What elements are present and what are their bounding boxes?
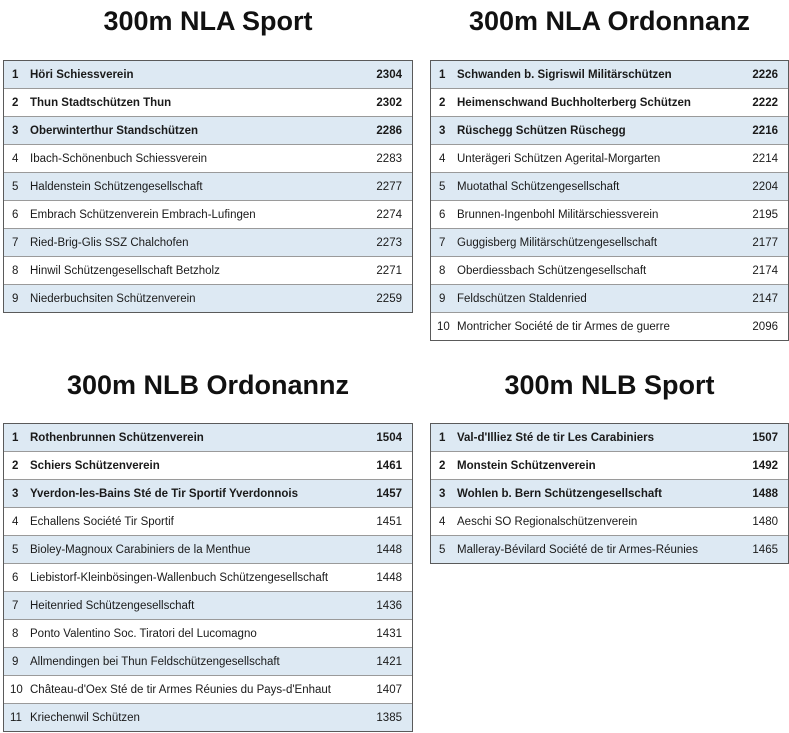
club-name-cell: Haldenstein Schützengesellschaft xyxy=(30,180,203,193)
table-row xyxy=(431,88,788,116)
club-name-cell: Oberdiessbach Schützengesellschaft xyxy=(457,264,647,277)
rank-cell: 1 xyxy=(12,68,19,81)
ranking-table xyxy=(430,60,789,341)
rank-cell: 3 xyxy=(439,487,446,500)
rank-cell: 1 xyxy=(12,431,19,444)
rank-cell: 9 xyxy=(12,292,19,305)
table-row xyxy=(431,479,788,507)
score-cell: 2177 xyxy=(752,236,778,249)
club-name-cell: Niederbuchsiten Schützenverein xyxy=(30,292,196,305)
score-cell: 2283 xyxy=(376,152,402,165)
table-row xyxy=(4,284,412,312)
score-cell: 2204 xyxy=(752,180,778,193)
score-cell: 1448 xyxy=(376,543,402,556)
score-cell: 1507 xyxy=(752,431,778,444)
table-row xyxy=(431,116,788,144)
table-row xyxy=(4,535,412,563)
score-cell: 2271 xyxy=(376,264,402,277)
club-name-cell: Liebistorf-Kleinbösingen-Wallenbuch Schützengesellschaft xyxy=(30,571,329,584)
rank-cell: 1 xyxy=(439,431,446,444)
rank-cell: 8 xyxy=(12,264,19,277)
club-name-cell: Hinwil Schützengesellschaft Betzholz xyxy=(30,264,220,277)
rank-cell: 3 xyxy=(12,124,19,137)
club-name-cell: Schwanden b. Sigriswil Militärschützen xyxy=(457,68,672,81)
rank-cell: 4 xyxy=(12,515,19,528)
score-cell: 2222 xyxy=(752,96,778,109)
club-name-cell: Oberwinterthur Standschützen xyxy=(30,124,199,137)
score-cell: 2277 xyxy=(376,180,402,193)
table-row xyxy=(4,619,412,647)
club-name-cell: Unterägeri Schützen Ägerital-Morgarten xyxy=(457,152,661,165)
rank-cell: 5 xyxy=(439,543,446,556)
rank-cell: 10 xyxy=(437,320,450,333)
table-row xyxy=(431,172,788,200)
score-cell: 2226 xyxy=(752,68,778,81)
table-row xyxy=(4,200,412,228)
rank-cell: 10 xyxy=(10,683,23,696)
table-row xyxy=(431,507,788,535)
rank-cell: 4 xyxy=(439,152,446,165)
ranking-table xyxy=(430,423,789,564)
table-row xyxy=(4,144,412,172)
club-name-cell: Höri Schiessverein xyxy=(30,68,134,81)
club-name-cell: Echallens Société Tir Sportif xyxy=(30,515,174,528)
rank-cell: 2 xyxy=(12,459,19,472)
rank-cell: 7 xyxy=(439,236,446,249)
score-cell: 2286 xyxy=(376,124,402,137)
rank-cell: 3 xyxy=(12,487,19,500)
score-cell: 1431 xyxy=(376,627,402,640)
score-cell: 1448 xyxy=(376,571,402,584)
table-row xyxy=(4,479,412,507)
club-name-cell: Allmendingen bei Thun Feldschützengesellschaft xyxy=(30,655,280,668)
table-row xyxy=(4,647,412,675)
club-name-cell: Monstein Schützenverein xyxy=(457,459,596,472)
score-cell: 1488 xyxy=(752,487,778,500)
rank-cell: 5 xyxy=(439,180,446,193)
score-cell: 1457 xyxy=(376,487,402,500)
score-cell: 2096 xyxy=(752,320,778,333)
table-row xyxy=(4,88,412,116)
table-row xyxy=(4,61,412,88)
club-name-cell: Wohlen b. Bern Schützengesellschaft xyxy=(457,487,662,500)
club-name-cell: Rothenbrunnen Schützenverein xyxy=(30,431,204,444)
section-title: 300m NLB Ordonannz xyxy=(66,370,350,400)
score-cell: 2304 xyxy=(376,68,402,81)
club-name-cell: Kriechenwil Schützen xyxy=(30,711,140,724)
club-name-cell: Schiers Schützenverein xyxy=(30,459,160,472)
table-row xyxy=(431,61,788,88)
club-name-cell: Muotathal Schützengesellschaft xyxy=(457,180,620,193)
club-name-cell: Heitenried Schützengesellschaft xyxy=(30,599,195,612)
rank-cell: 8 xyxy=(439,264,446,277)
rank-cell: 9 xyxy=(12,655,19,668)
club-name-cell: Feldschützen Staldenried xyxy=(457,292,587,305)
club-name-cell: Val-d'Illiez Sté de tir Les Carabiniers xyxy=(457,431,655,444)
table-row xyxy=(431,228,788,256)
club-name-cell: Bioley-Magnoux Carabiniers de la Menthue xyxy=(30,543,251,556)
rank-cell: 2 xyxy=(439,96,446,109)
club-name-cell: Embrach Schützenverein Embrach-Lufingen xyxy=(30,208,256,221)
club-name-cell: Montricher Société de tir Armes de guerre xyxy=(457,320,670,333)
section-title: 300m NLB Sport xyxy=(504,370,715,400)
table-row xyxy=(4,507,412,535)
score-cell: 1451 xyxy=(376,515,402,528)
club-name-cell: Thun Stadtschützen Thun xyxy=(30,96,172,109)
score-cell: 1421 xyxy=(376,655,402,668)
score-cell: 1465 xyxy=(752,543,778,556)
score-cell: 1492 xyxy=(752,459,778,472)
score-cell: 1385 xyxy=(376,711,402,724)
rank-cell: 6 xyxy=(12,208,19,221)
score-cell: 2259 xyxy=(376,292,402,305)
rank-cell: 2 xyxy=(439,459,446,472)
table-row xyxy=(4,675,412,703)
club-name-cell: Ibach-Schönenbuch Schiessverein xyxy=(30,152,208,165)
rank-cell: 2 xyxy=(12,96,19,109)
rank-cell: 3 xyxy=(439,124,446,137)
club-name-cell: Rüschegg Schützen Rüschegg xyxy=(457,124,626,137)
club-name-cell: Ried-Brig-Glis SSZ Chalchofen xyxy=(30,236,189,249)
table-row xyxy=(4,591,412,619)
section-title: 300m NLA Ordonnanz xyxy=(468,6,751,36)
table-row xyxy=(4,116,412,144)
table-row xyxy=(4,451,412,479)
club-name-cell: Château-d'Oex Sté de tir Armes Réunies du Pays-d'Enhaut xyxy=(30,683,331,696)
club-name-cell: Yverdon-les-Bains Sté de Tir Sportif Yverdonnois xyxy=(30,487,298,500)
table-row xyxy=(431,256,788,284)
table-row xyxy=(4,703,412,731)
rank-cell: 4 xyxy=(439,515,446,528)
table-row xyxy=(431,424,788,451)
score-cell: 1504 xyxy=(376,431,402,444)
table-row xyxy=(4,228,412,256)
club-name-cell: Malleray-Bévilard Société de tir Armes-Réunies xyxy=(457,543,698,556)
score-cell: 1461 xyxy=(376,459,402,472)
rank-cell: 6 xyxy=(439,208,446,221)
score-cell: 2214 xyxy=(752,152,778,165)
table-row xyxy=(431,144,788,172)
table-row xyxy=(4,424,412,451)
score-cell: 2274 xyxy=(376,208,402,221)
score-cell: 1436 xyxy=(376,599,402,612)
club-name-cell: Aeschi SO Regionalschützenverein xyxy=(457,515,638,528)
table-row xyxy=(431,451,788,479)
score-cell: 2302 xyxy=(376,96,402,109)
score-cell: 2216 xyxy=(752,124,778,137)
table-row xyxy=(431,284,788,312)
rank-cell: 8 xyxy=(12,627,19,640)
ranking-table xyxy=(3,423,413,732)
table-row xyxy=(4,563,412,591)
rank-cell: 9 xyxy=(439,292,446,305)
rank-cell: 11 xyxy=(10,711,22,724)
club-name-cell: Heimenschwand Buchholterberg Schützen xyxy=(457,96,691,109)
rank-cell: 5 xyxy=(12,543,19,556)
rank-cell: 1 xyxy=(439,68,446,81)
rank-cell: 7 xyxy=(12,599,19,612)
score-cell: 2273 xyxy=(376,236,402,249)
table-row xyxy=(431,200,788,228)
table-row xyxy=(431,312,788,340)
ranking-table xyxy=(3,60,413,313)
rank-cell: 4 xyxy=(12,152,19,165)
score-cell: 2174 xyxy=(752,264,778,277)
score-cell: 1480 xyxy=(752,515,778,528)
rank-cell: 7 xyxy=(12,236,19,249)
rank-cell: 6 xyxy=(12,571,19,584)
rank-cell: 5 xyxy=(12,180,19,193)
table-row xyxy=(4,256,412,284)
table-row xyxy=(4,172,412,200)
section-title: 300m NLA Sport xyxy=(103,6,313,36)
club-name-cell: Guggisberg Militärschützengesellschaft xyxy=(457,236,658,249)
score-cell: 2195 xyxy=(752,208,778,221)
club-name-cell: Ponto Valentino Soc. Tiratori del Lucomagno xyxy=(30,627,257,640)
score-cell: 2147 xyxy=(752,292,778,305)
club-name-cell: Brunnen-Ingenbohl Militärschiessverein xyxy=(457,208,659,221)
score-cell: 1407 xyxy=(376,683,402,696)
table-row xyxy=(431,535,788,563)
